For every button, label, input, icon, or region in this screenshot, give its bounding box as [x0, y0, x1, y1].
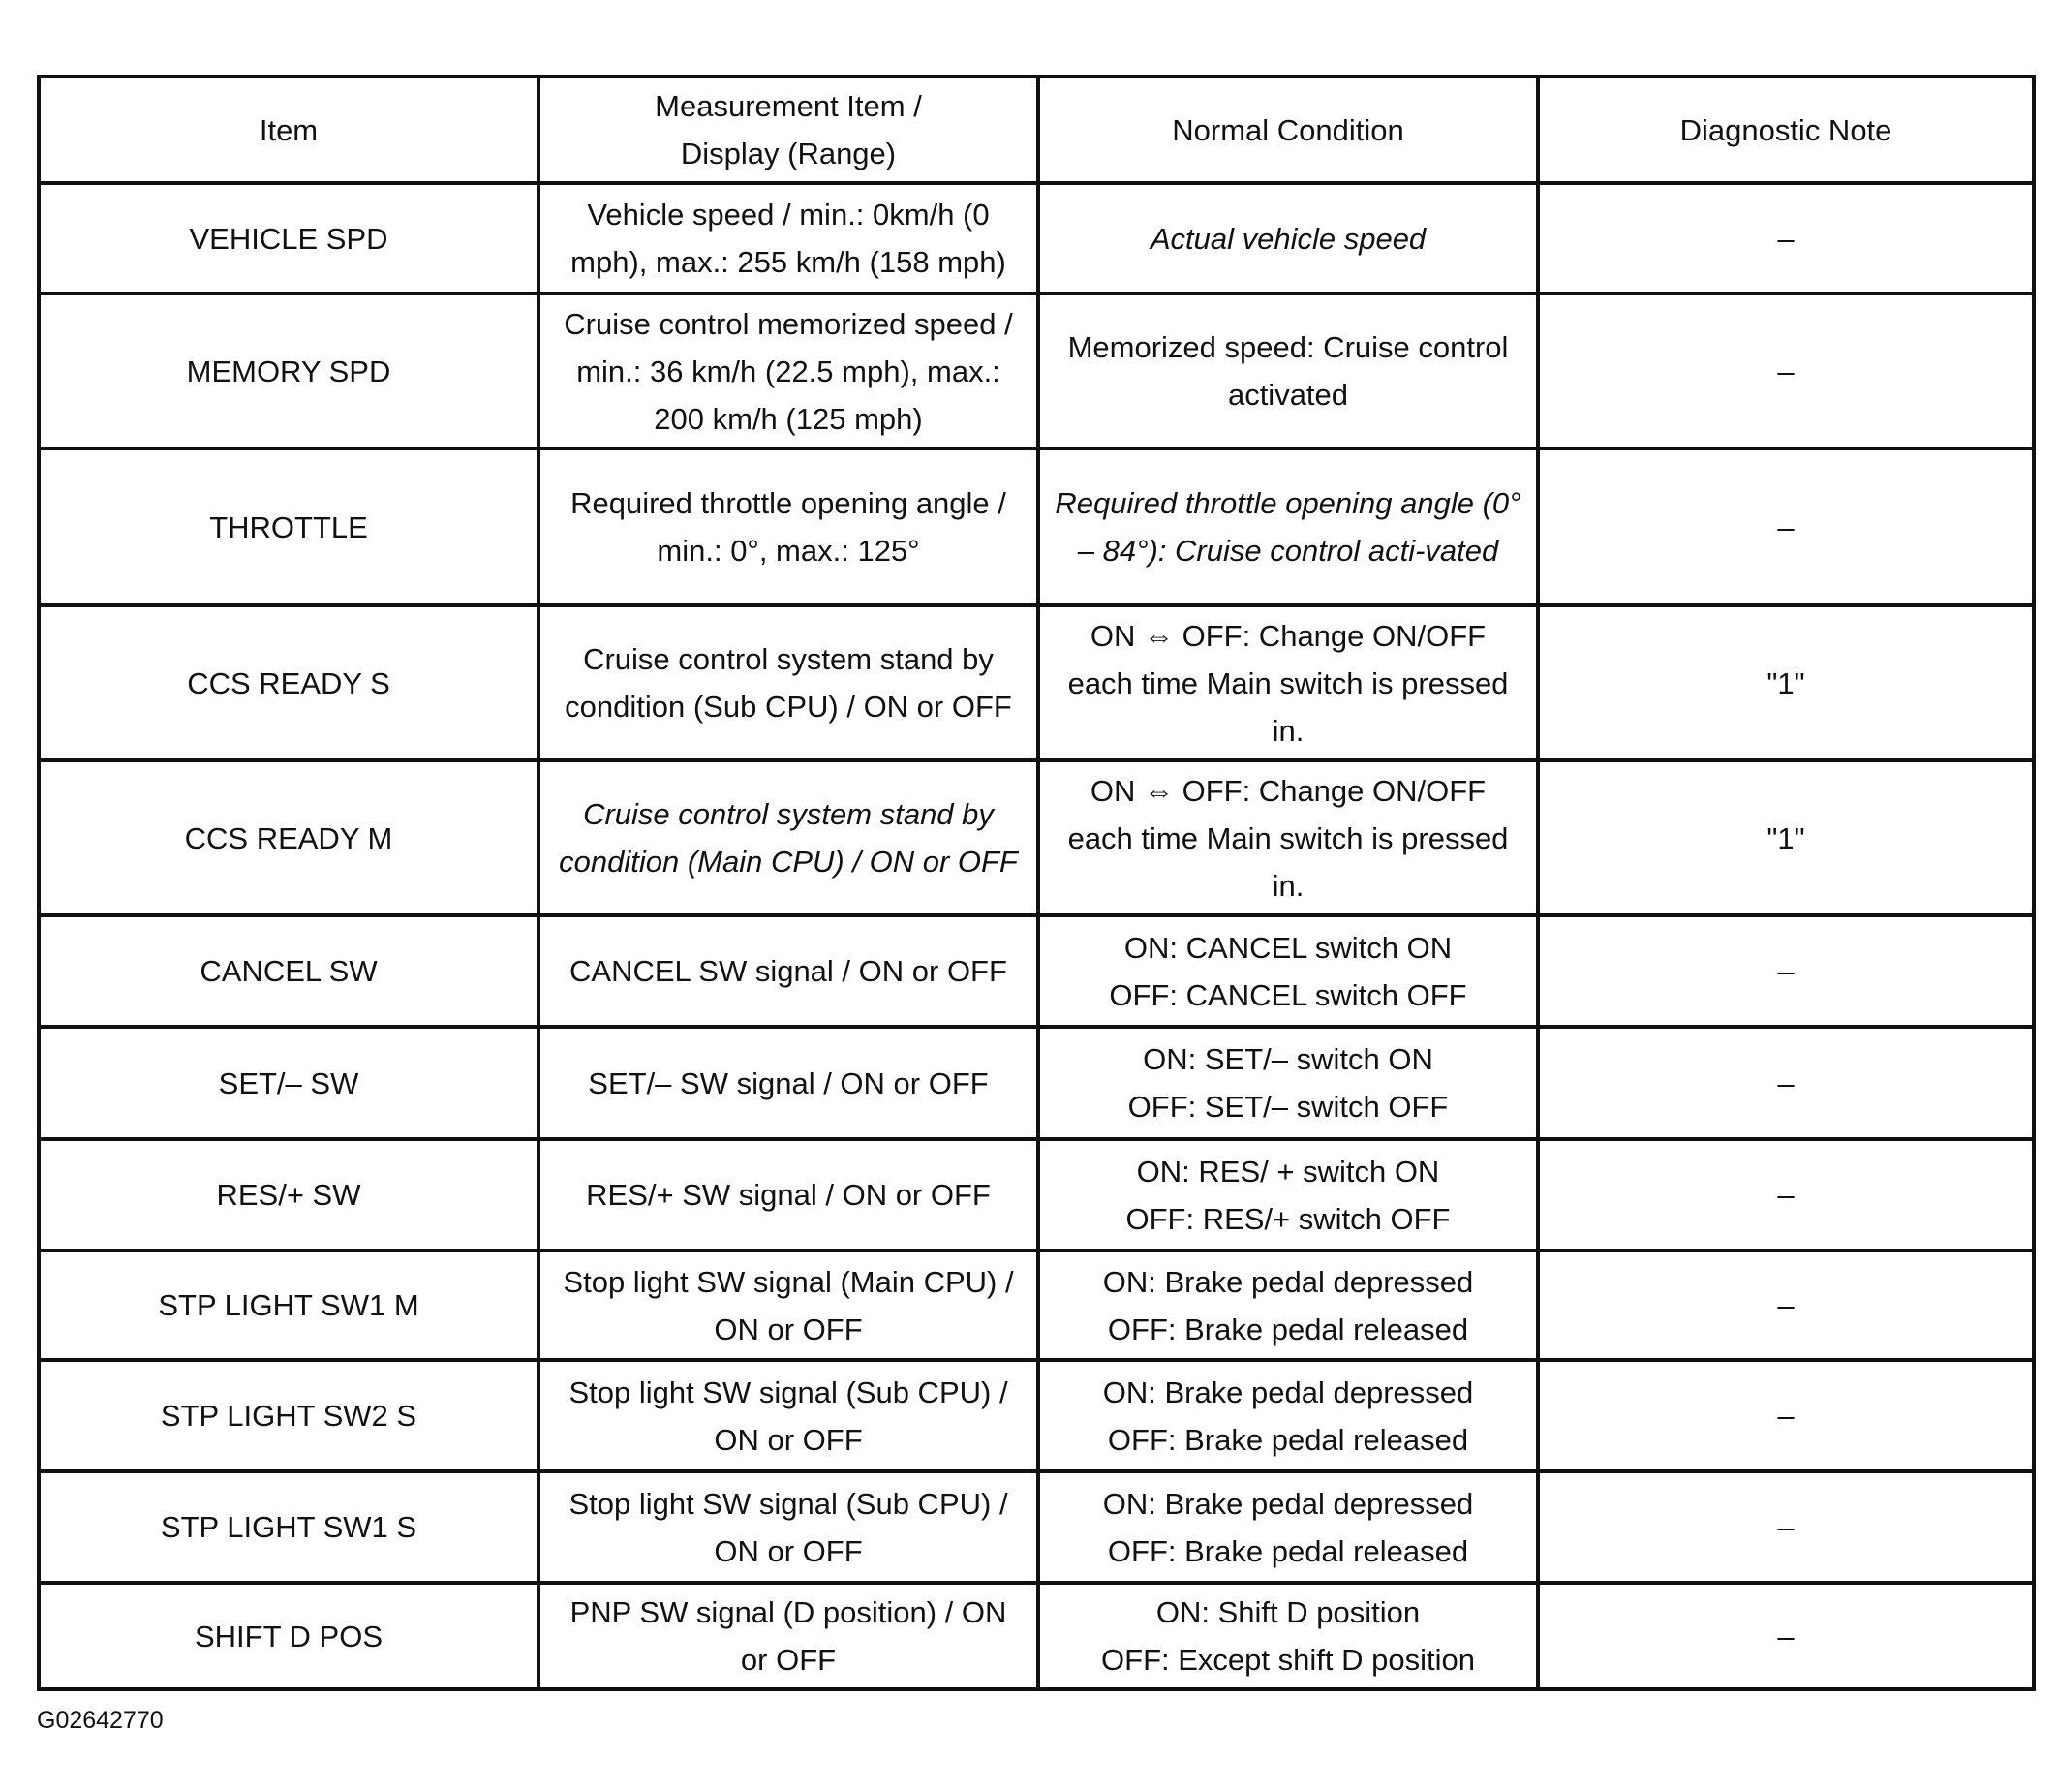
cell-measurement: Stop light SW signal (Sub CPU) / ON or OFF	[538, 1360, 1038, 1471]
cell-normal-condition: Actual vehicle speed	[1038, 183, 1538, 294]
cell-item: THROTTLE	[39, 448, 538, 605]
cell-normal-condition: ON: SET/– switch ON OFF: SET/– switch OFF	[1038, 1027, 1538, 1139]
cell-diagnostic-note: "1"	[1538, 605, 2034, 760]
header-row	[39, 77, 2034, 183]
cell-diagnostic-note: –	[1538, 1027, 2034, 1139]
table-row	[39, 1251, 2034, 1360]
cell-measurement: Vehicle speed / min.: 0km/h (0 mph), max.: 255 km/h (158 mph)	[538, 183, 1038, 294]
cell-normal-condition: ON: Brake pedal depressed OFF: Brake pedal released	[1038, 1360, 1538, 1471]
cell-normal-condition: ON: CANCEL switch ON OFF: CANCEL switch OFF	[1038, 915, 1538, 1027]
cell-measurement: RES/+ SW signal / ON or OFF	[538, 1139, 1038, 1251]
table-row	[39, 1471, 2034, 1583]
figure-id: G02642770	[37, 1707, 164, 1734]
cell-measurement: SET/– SW signal / ON or OFF	[538, 1027, 1038, 1139]
table-row	[39, 183, 2034, 294]
cell-normal-condition: ON: Brake pedal depressed OFF: Brake pedal released	[1038, 1251, 1538, 1360]
cell-measurement: Cruise control system stand by condition (Sub CPU) / ON or OFF	[538, 605, 1038, 760]
cell-diagnostic-note: –	[1538, 1471, 2034, 1583]
cell-normal-condition: ON ⇔ OFF: Change ON/OFF each time Main switch is pressed in.	[1038, 605, 1538, 760]
table-row	[39, 448, 2034, 605]
cell-normal-condition: ON: Brake pedal depressed OFF: Brake pedal released	[1038, 1471, 1538, 1583]
header-measurement: Measurement Item / Display (Range)	[538, 77, 1038, 183]
table-row	[39, 605, 2034, 760]
cell-normal-condition: ON: RES/ + switch ON OFF: RES/+ switch OFF	[1038, 1139, 1538, 1251]
cell-item: CCS READY S	[39, 605, 538, 760]
cell-diagnostic-note: –	[1538, 915, 2034, 1027]
cell-diagnostic-note: –	[1538, 294, 2034, 448]
cell-measurement: PNP SW signal (D position) / ON or OFF	[538, 1583, 1038, 1689]
cell-normal-condition: ON: Shift D position OFF: Except shift D position	[1038, 1583, 1538, 1689]
cell-diagnostic-note: –	[1538, 448, 2034, 605]
cell-normal-condition: Memorized speed: Cruise control activated	[1038, 294, 1538, 448]
header-diagnostic-note: Diagnostic Note	[1538, 77, 2034, 183]
cell-diagnostic-note: "1"	[1538, 760, 2034, 915]
table-row	[39, 1583, 2034, 1689]
cell-item: STP LIGHT SW2 S	[39, 1360, 538, 1471]
table-row	[39, 915, 2034, 1027]
cell-item: CCS READY M	[39, 760, 538, 915]
table-row	[39, 1027, 2034, 1139]
cell-item: RES/+ SW	[39, 1139, 538, 1251]
cell-measurement: CANCEL SW signal / ON or OFF	[538, 915, 1038, 1027]
header-item: Item	[39, 77, 538, 183]
cell-item: STP LIGHT SW1 S	[39, 1471, 538, 1583]
cell-diagnostic-note: –	[1538, 1360, 2034, 1471]
table-row	[39, 294, 2034, 448]
cell-item: STP LIGHT SW1 M	[39, 1251, 538, 1360]
cell-item: SET/– SW	[39, 1027, 538, 1139]
diagnostic-table	[37, 75, 2036, 1691]
cell-item: CANCEL SW	[39, 915, 538, 1027]
cell-measurement: Required throttle opening angle / min.: 0°, max.: 125°	[538, 448, 1038, 605]
cell-measurement: Cruise control memorized speed / min.: 36 km/h (22.5 mph), max.: 200 km/h (125 mph)	[538, 294, 1038, 448]
cell-normal-condition: ON ⇔ OFF: Change ON/OFF each time Main switch is pressed in.	[1038, 760, 1538, 915]
cell-measurement: Stop light SW signal (Main CPU) / ON or OFF	[538, 1251, 1038, 1360]
table-row	[39, 760, 2034, 915]
cell-normal-condition: Required throttle opening angle (0° – 84°): Cruise control acti-vated	[1038, 448, 1538, 605]
cell-item: SHIFT D POS	[39, 1583, 538, 1689]
cell-measurement: Cruise control system stand by condition (Main CPU) / ON or OFF	[538, 760, 1038, 915]
cell-measurement: Stop light SW signal (Sub CPU) / ON or OFF	[538, 1471, 1038, 1583]
cell-diagnostic-note: –	[1538, 183, 2034, 294]
table-row	[39, 1360, 2034, 1471]
cell-diagnostic-note: –	[1538, 1583, 2034, 1689]
header-normal-condition: Normal Condition	[1038, 77, 1538, 183]
cell-item: MEMORY SPD	[39, 294, 538, 448]
cell-diagnostic-note: –	[1538, 1139, 2034, 1251]
cell-diagnostic-note: –	[1538, 1251, 2034, 1360]
table-row	[39, 1139, 2034, 1251]
cell-item: VEHICLE SPD	[39, 183, 538, 294]
